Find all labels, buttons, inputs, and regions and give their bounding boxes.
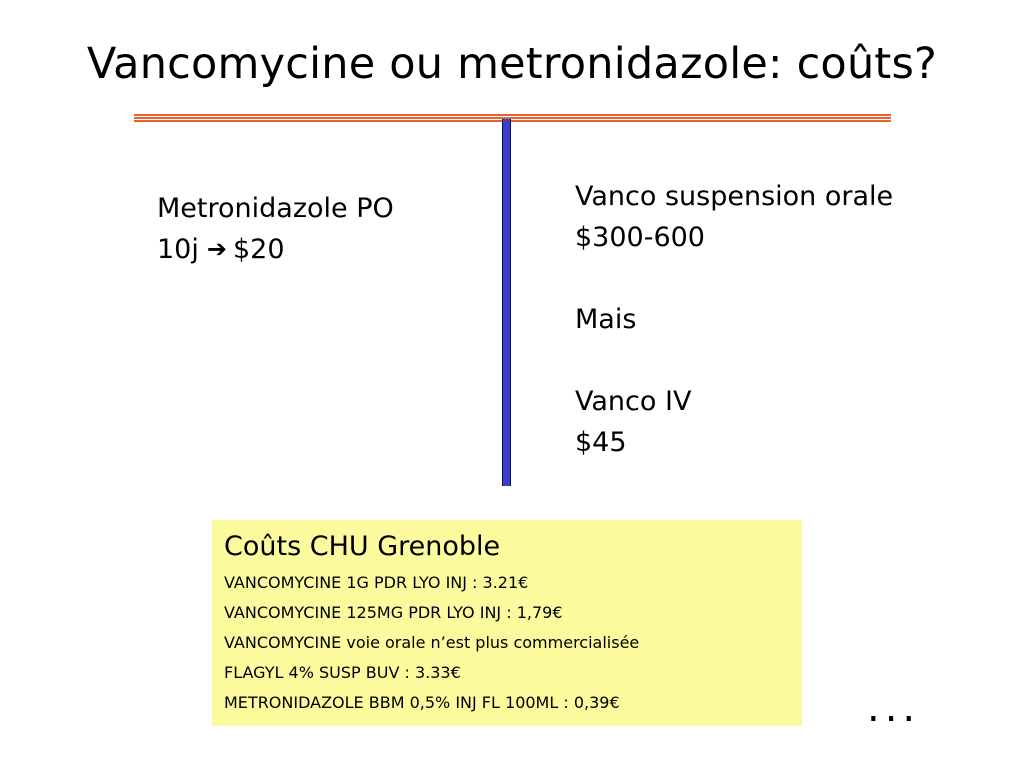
title-underline — [134, 114, 891, 122]
vanco-oral-cost: $300-600 — [575, 222, 705, 253]
title-underline-line — [134, 117, 891, 119]
left-column — [157, 188, 394, 270]
metronidazole-cost: $20 — [232, 234, 285, 265]
cost-line: METRONIDAZOLE BBM 0,5% INJ FL 100ML : 0,39€ — [224, 693, 620, 712]
vanco-iv-label: Vanco IV — [575, 386, 692, 417]
metronidazole-cost-line — [157, 229, 394, 270]
vanco-oral-label: Vanco suspension orale — [575, 181, 894, 212]
title-underline-line — [134, 120, 891, 122]
cost-line: VANCOMYCINE 1G PDR LYO INJ : 3.21€ — [224, 573, 529, 592]
right-arrow-icon: ➔ — [206, 235, 227, 263]
cost-line: VANCOMYCINE voie orale n’est plus commercialisée — [224, 633, 640, 652]
title-underline-line — [134, 114, 891, 116]
metronidazole-drug: Metronidazole PO — [157, 193, 394, 224]
column-divider — [502, 119, 511, 486]
connector-text: Mais — [575, 304, 637, 335]
spacer — [575, 258, 893, 299]
ellipsis: ... — [867, 685, 921, 731]
slide-title: Vancomycine ou metronidazole: coûts? — [86, 39, 938, 89]
vanco-iv-cost: $45 — [575, 427, 627, 458]
cost-box — [212, 520, 802, 726]
spacer — [575, 340, 893, 381]
right-column — [575, 176, 893, 463]
cost-box-title: Coûts CHU Grenoble — [224, 531, 501, 562]
metronidazole-duration: 10j — [157, 234, 199, 265]
cost-line: FLAGYL 4% SUSP BUV : 3.33€ — [224, 663, 461, 682]
cost-line: VANCOMYCINE 125MG PDR LYO INJ : 1,79€ — [224, 603, 563, 622]
